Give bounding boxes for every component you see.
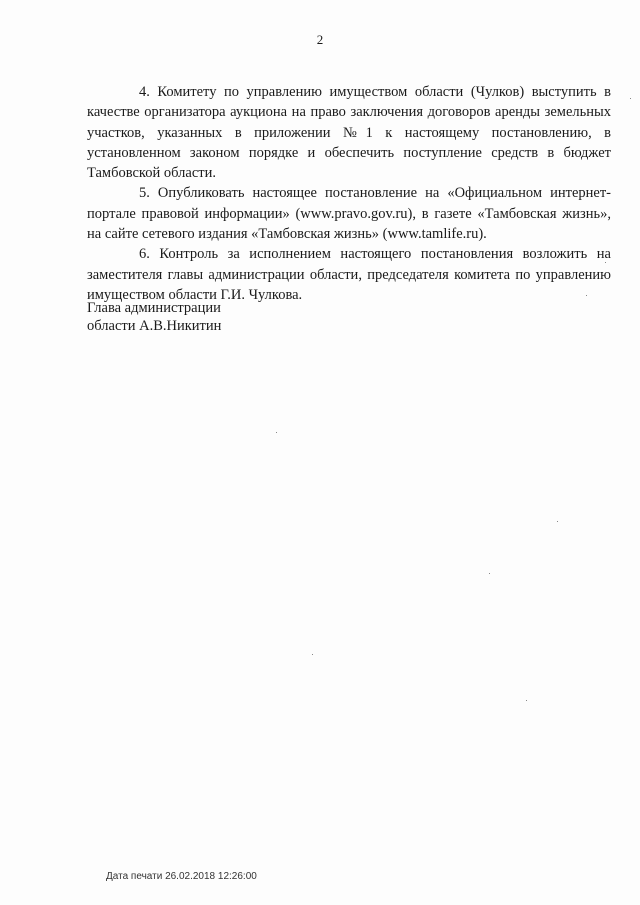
paragraph-5: 5. Опубликовать настоящее постановление на «Официальном интернет-портале правовой информации» (www.pravo.gov.ru), в газете «Тамбовская жизнь», на сайте сетевого издания «Тамбовская жизнь» (www.tamlife.ru).: [87, 185, 611, 243]
signature-name: области А.В.Никитин: [87, 318, 222, 334]
signature-block: [87, 299, 221, 335]
print-date-footer: Дата печати 26.02.2018 12:26:00: [106, 871, 257, 882]
paragraph-6: 6. Контроль за исполнением настоящего постановления возложить на заместителя главы администрации области, председателя комитета по управлению имуществом области Г.И. Чулкова.: [87, 246, 611, 303]
scan-speck: [630, 98, 631, 99]
scan-speck: [489, 573, 490, 574]
scan-speck: [557, 521, 558, 522]
scan-speck: [312, 654, 313, 655]
scan-speck: [586, 295, 587, 296]
scan-speck: [526, 700, 527, 701]
scan-speck: [605, 262, 606, 263]
signature-title: Глава администрации: [87, 300, 221, 316]
scan-speck: [276, 432, 277, 433]
document-body: [87, 82, 611, 305]
page-number: 2: [316, 32, 324, 47]
paragraph-4: 4. Комитету по управлению имуществом области (Чулков) выступить в качестве организатора аукциона на право заключения договоров аренды земельных участков, указанных в приложении №1 к настоящему постановлению, в установленном законом порядке и обеспечить поступление средств в бюджет Тамбовской области.: [87, 84, 611, 182]
